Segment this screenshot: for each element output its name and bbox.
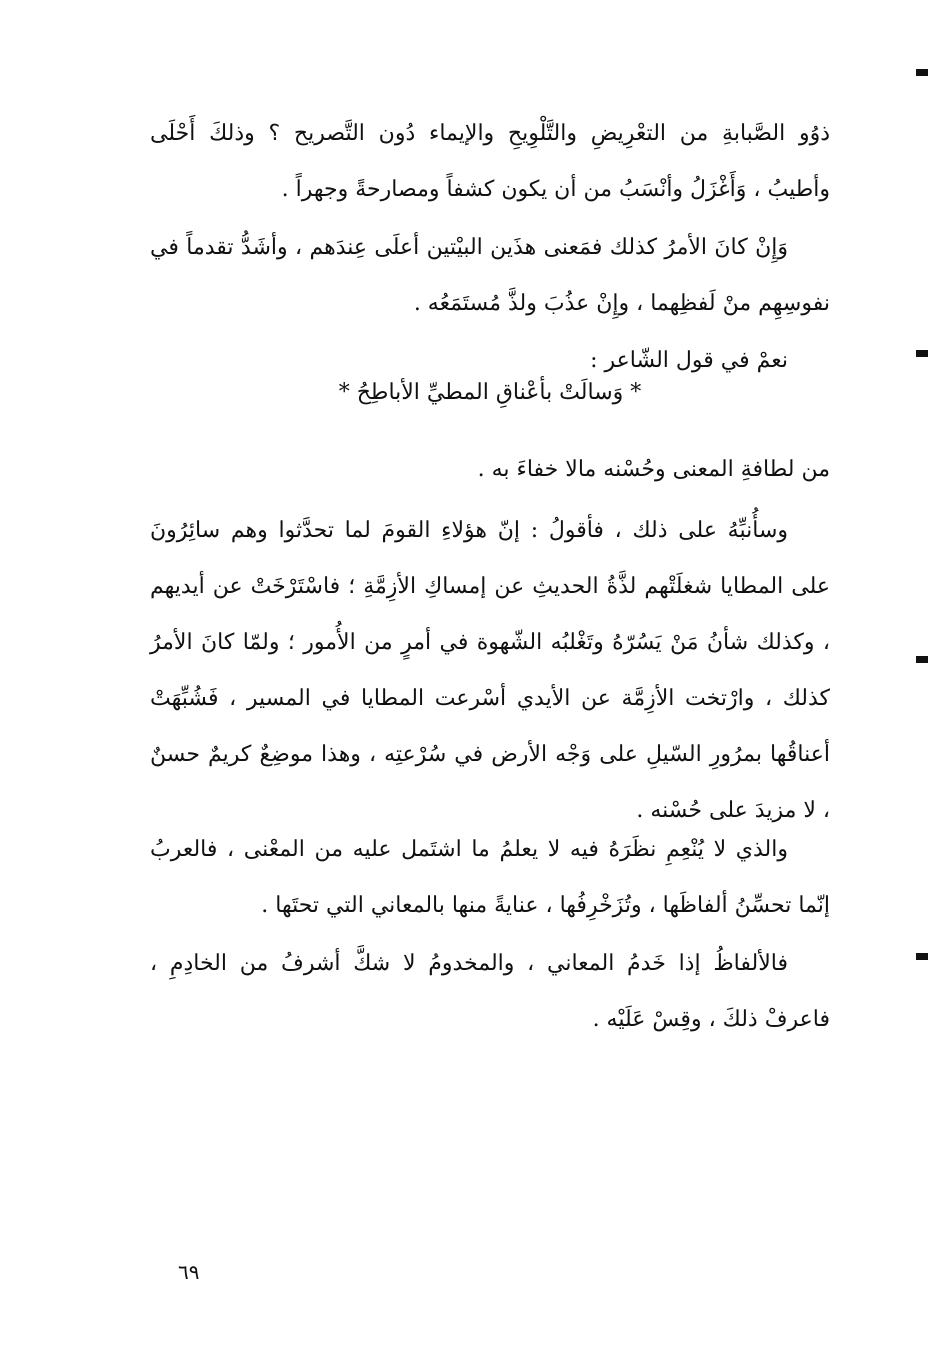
paragraph-4: من لطافةِ المعنى وحُسْنه مالا خفاءَ به . (477, 457, 830, 482)
page-number: ٦٩ (178, 1260, 200, 1284)
paragraph-5: وسأُنبِّهُ على ذلك ، فأقولُ : إنّ هؤلاءِ القومَ لما تحدَّثوا وهم سائِرُونَ على المطايا شغلَتْهم لذَّةُ الحديثِ عن إمساكِ الأزِمَّةِ ؛ فاسْتَرْخَتْ عن أيديهم ، وكذلك شأنُ مَنْ يَسُرّهُ وتَغْلبُه الشّهوة في أمرٍ من الأُمور ؛ ولمّا كانَ الأمرُ كذلك ، وارْتخت الأزِمَّة عن الأيدي أسْرعت المطايا في المسير ، فَشُبِّهَتْ أعناقُها بمرُورِ السّيلِ على وَجْه الأرض في سُرْعتِه ، وهذا موضِعٌ كريمٌ حسنٌ ، لا مزيدَ على حُسْنه . (150, 518, 830, 823)
paragraph-6: والذي لا يُنْعِمِ نظَرَهُ فيه لا يعلمُ ما اشتَمل عليه من المعْنى ، فالعربُ إنّما تحسِّنُ ألفاظَها ، وتُزَخْرِفُها ، عنايةً منها بالمعاني التي تحتَها . (150, 837, 830, 918)
paragraph-1: ذوُو الصَّبابةِ من التعْرِيضِ والتَّلْوِيحِ والإيماء دُون التَّصريح ؟ وذلكَ أَحْلَى وأطيبُ ، وَأَغْزَلُ وأنْسَبُ من أن يكون كشفاً ومصارحةً وجهراً . (150, 121, 830, 202)
poetry-verse: * وَسالَتْ بأعْناقِ المطيِّ الأباطِحُ * (338, 380, 642, 405)
page-edge-mark (916, 350, 928, 357)
paragraph-7: فالألفاظُ إذا خَدمُ المعاني ، والمخدومُ لا شكَّ أشرفُ من الخادِمِ ، فاعرفْ ذلكَ ، وقِسْ عَلَيْه . (150, 951, 830, 1032)
paragraph-3: نعمْ في قول الشّاعر : (590, 348, 788, 373)
page-edge-mark (916, 69, 928, 76)
page-edge-mark (916, 656, 928, 663)
page-edge-mark (916, 953, 928, 960)
paragraph-2: وَإِنْ كانَ الأمرُ كذلك فمَعنى هذَين البيْتين أعلَى عِندَهم ، وأشَدُّ تقدماً في نفوسِهِم منْ لَفظِهما ، وإِنْ عذُبَ ولذَّ مُستَمَعُه . (150, 235, 830, 316)
